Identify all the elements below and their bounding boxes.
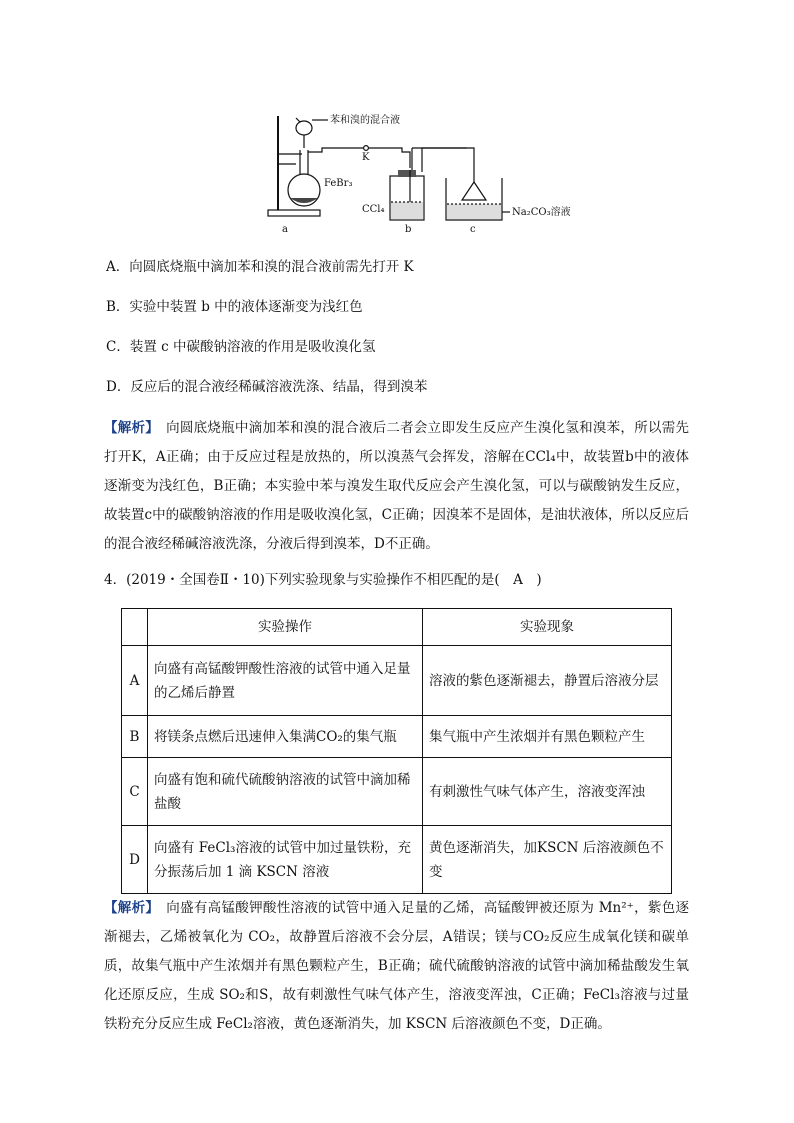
option-b: B．实验中装置 b 中的液体逐渐变为浅红色 — [106, 299, 363, 315]
apparatus-figure — [262, 108, 582, 236]
row-operation: 将镁条点燃后迅速伸入集满CO₂的集气瓶 — [148, 716, 423, 758]
table-header-row — [122, 609, 672, 646]
option-c: C．装置 c 中碳酸钠溶液的作用是吸收溴化氢 — [106, 339, 376, 355]
row-phenomenon: 黄色逐渐消失，加KSCN 后溶液颜色不变 — [423, 826, 672, 894]
experiment-table — [121, 608, 672, 894]
b-label: b — [405, 224, 412, 235]
k-label: K — [362, 152, 370, 163]
table-row — [122, 716, 672, 758]
c-label: c — [470, 224, 476, 235]
q3-analysis-text: 向圆底烧瓶中滴加苯和溴的混合液后二者会立即发生反应产生溴化氢和溴苯，所以需先打开K，A正确；由于反应过程是放热的，所以溴蒸气会挥发，溶解在CCl₄中，故装置b中的液体逐渐变为浅红色，B正确；本实验中苯与溴发生取代反应会产生溴化氢，可以与碳酸钠发生反应，故装置c中的碳酸钠溶液的作用是吸收溴化氢，C正确；因溴苯不是固体，是油状液体，所以反应后的混合液经稀碱溶液洗涤，分液后得到溴苯，D不正确。 — [104, 420, 690, 552]
table-header: 实验操作 — [148, 609, 423, 646]
row-label: B — [122, 716, 148, 758]
option-a: A．向圆底烧瓶中滴加苯和溴的混合液前需先打开 K — [106, 259, 414, 275]
row-phenomenon: 集气瓶中产生浓烟并有黑色颗粒产生 — [423, 716, 672, 758]
table-header: 实验现象 — [423, 609, 672, 646]
table-row — [122, 646, 672, 716]
option-d: D．反应后的混合液经稀碱溶液洗涤、结晶，得到溴苯 — [106, 379, 428, 395]
ccl4-label: CCl₄ — [362, 204, 385, 215]
row-operation: 向盛有 FeCl₃溶液的试管中加过量铁粉，充分振荡后加 1 滴 KSCN 溶液 — [148, 826, 423, 894]
row-operation: 向盛有高锰酸钾酸性溶液的试管中通入足量的乙烯后静置 — [148, 646, 423, 716]
row-label: C — [122, 758, 148, 826]
table-row — [122, 758, 672, 826]
analysis-tag: 【解析】 — [104, 900, 153, 916]
table-header — [122, 609, 148, 646]
row-operation: 向盛有饱和硫代硫酸钠溶液的试管中滴加稀盐酸 — [148, 758, 423, 826]
q4-stem: 4．(2019・全国卷Ⅱ・10)下列实验现象与实验操作不相匹配的是( A ) — [104, 572, 542, 588]
table-row — [122, 826, 672, 894]
row-phenomenon: 有刺激性气味气体产生，溶液变浑浊 — [423, 758, 672, 826]
row-label: D — [122, 826, 148, 894]
q4-analysis-text: 向盛有高锰酸钾酸性溶液的试管中通入足量的乙烯，高锰酸钾被还原为 Mn²⁺，紫色逐渐褪去，乙烯被氧化为 CO₂，故静置后溶液不会分层，A错误；镁与CO₂反应生成氧化镁和碳单质，故集气瓶中产生浓烟并有黑色颗粒产生，B正确；硫代硫酸钠溶液的试管中滴加稀盐酸发生氧化还原反应，生成 SO₂和S，故有刺激性气味气体产生，溶液变浑浊，C正确；FeCl₃溶液与过量铁粉充分反应生成 FeCl₂溶液，黄色逐渐消失，加 KSCN 后溶液颜色不变，D正确。 — [104, 900, 689, 1032]
row-label: A — [122, 646, 148, 716]
row-phenomenon: 溶液的紫色逐渐褪去，静置后溶液分层 — [423, 646, 672, 716]
catalyst-label: FeBr₃ — [324, 178, 353, 189]
analysis-tag: 【解析】 — [104, 420, 153, 436]
na2co3-label: Na₂CO₃溶液 — [512, 207, 571, 218]
q4-analysis — [104, 894, 689, 1039]
q3-analysis — [104, 414, 689, 559]
a-label: a — [282, 224, 288, 235]
funnel-label: 苯和溴的混合液 — [330, 115, 400, 126]
